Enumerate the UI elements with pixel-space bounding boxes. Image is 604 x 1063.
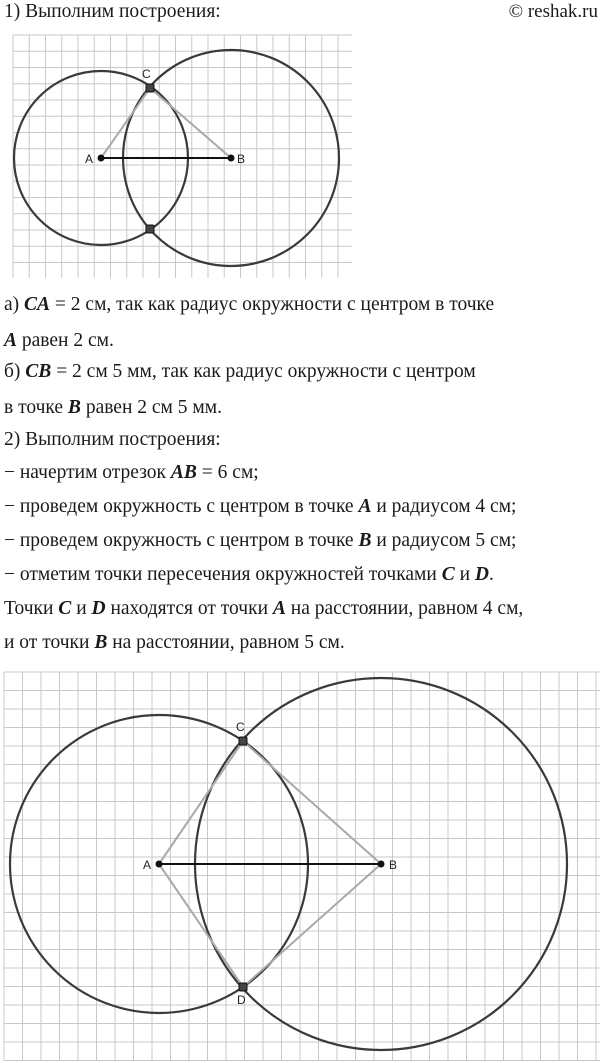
point-d xyxy=(239,983,247,991)
step-1: − начертим отрезок AB = 6 см; xyxy=(4,462,259,483)
answer-b-line2: в точке B равен 2 см 5 мм. xyxy=(4,397,222,418)
answer-b-line1: б) CB = 2 см 5 мм, так как радиус окружности с центром xyxy=(4,361,476,382)
label-a: A xyxy=(143,858,152,872)
conclusion-line1: Точки C и D находятся от точки A на расстоянии, равном 4 см, xyxy=(4,598,524,619)
label-b: B xyxy=(237,152,246,166)
label-b: B xyxy=(389,858,398,872)
part1-title: 1) Выполним построения: xyxy=(4,1,221,22)
label-d: D xyxy=(237,993,246,1007)
part2-title: 2) Выполним построения: xyxy=(4,429,221,450)
point-a xyxy=(156,861,163,868)
segment-db xyxy=(243,864,381,987)
answer-a-line1: а) CA = 2 см, так как радиус окружности с центром в точке xyxy=(4,294,495,315)
step-2: − проведем окружность с центром в точке A и радиусом 4 см; xyxy=(4,496,517,517)
segment-ac xyxy=(159,741,243,864)
label-c: C xyxy=(236,720,245,734)
segment-cb xyxy=(243,741,381,864)
label-a: A xyxy=(85,152,94,166)
step-4: − отметим точки пересечения окружностей точками C и D. xyxy=(4,564,494,585)
point-b xyxy=(378,861,385,868)
label-c: C xyxy=(142,67,151,81)
watermark: © reshak.ru xyxy=(508,1,598,22)
answer-a-line2: A равен 2 см. xyxy=(4,330,114,351)
point-c xyxy=(239,737,247,745)
step-3: − проведем окружность с центром в точке B и радиусом 5 см; xyxy=(4,530,517,551)
segment-ad xyxy=(159,864,243,987)
conclusion-line2: и от точки B на расстоянии, равном 5 см. xyxy=(4,632,345,653)
